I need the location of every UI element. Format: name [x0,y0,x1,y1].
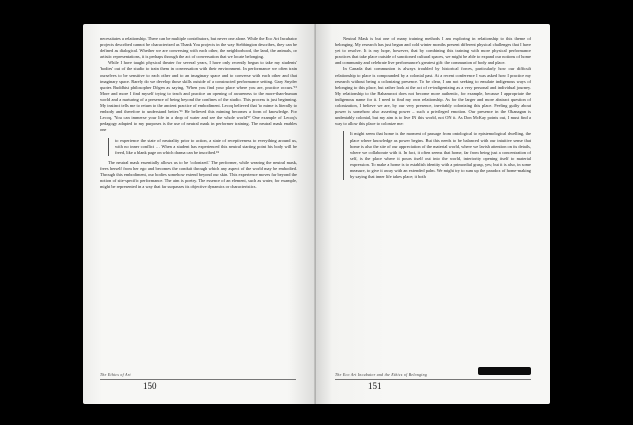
right-running-title: The Eco Art Incubator and the Ethics of Belonging [335,373,428,377]
right-paragraph-2: In Canada that communion is always troubled by historical forces, particularly how our difficult relationship to place is compounded by a colonial past. At a recent conference I was asked how I practice my research without being a colonizing presence. To be clear, I am not seeking to emulate indigenous ways of belonging to this place, but rather look at the act of re-indigenizing as a very personal and individual journey. My relationship to the Bahamroot does not become more authentic, for example, because I appropriate the indigenous name for it. I need to find my own relationship. As for the larger and more abstract question of colonization, I believe we are, by our very presence, inevitably colonizing this place. Feeling guilty about power is somehow also asserting power – such a privileged emotion. Our presence in the Okanagan is undeniably colonial, but my aim is to live IN this world, not ON it. As Don McKay points out, I must find a way to allow this place to colonize me: [335,66,531,127]
left-paragraph-3: The neutral mask essentially allows us to be 'colonized.' The performer, while wearing the neutral mask, frees herself from her ego and becomes the conduit through which any aspect of the world may be embodied. Through this embodiment, our bodies somehow extend beyond our skin. This experience moves far beyond the notion of site-specific performance. The aim is poetry. The essence of an element, such as water, for example, might be represented in a way that far surpasses its objective dynamics or characteristics. [100,159,297,190]
redaction-bar [478,367,531,375]
left-footer-rule [100,379,296,380]
right-page-number: 151 [368,381,382,391]
left-paragraph-1: necessitates a relationship. There can be multiple contributors, but never one alone. While the Eco Art Incubator projects described cannot be characterized as Thank You projects in the way Stebbington describes, they can be defined as dialogical. Whether we are conversing with each other, the neighborhood, the land, the animals, or artistic representations, it is perhaps through the act of conversation that we locate belonging. [100,36,297,60]
right-quote-text: It might seem that home is the moment of passage from ontological to epistemological dwelling, the place where knowledge as power begins. But this needs to be balanced with our intuitive sense that home is also the site of our appreciation of the material world, where we lavish attention on its details, where we collaborate with it. In fact, it often seems that home, far from being just a concentration of self, is the place where it pours itself out into the world, interiority opening itself to material expression. To make a home is to establish identity with a primordial grasp, yes; but it is also, in some measure, to give it away with an extended palm. We might try to sum up the paradox of home-making by saying that inner life takes place; it both [350,131,531,180]
left-page [83,24,316,404]
open-book [83,24,550,404]
left-block-quote [108,138,297,156]
left-quote-text: to experience the state of neutrality prior to action, a state of receptiveness to everything around us, with no inner conflict … When a student has experienced this neutral starting point his body will be freed, like a blank page on which drama can be inscribed.¹⁸ [115,137,297,155]
left-page-body [100,36,297,190]
left-running-title: The Ethics of Art [100,373,131,377]
right-block-quote [343,131,531,180]
right-paragraph-1: Neutral Mask is but one of many training methods I am exploring in relationship to this theme of belonging. My research has just begun and cold winter months present different physical challenges that I have yet to resolve. It is my hope, however, that by combining this training with more physical performance practices that take place outside of sanctioned cultural spaces, we might be able to expand our notions of home and community and celebrate live performance's greatest gift: the communion of body and place. [335,36,531,66]
right-page-body [335,36,531,184]
right-footer-rule [335,379,531,380]
left-page-number: 150 [143,381,157,391]
right-page [316,24,550,404]
left-paragraph-2: While I have taught physical theater for several years, I have only recently begun to take my students' 'bodies' out of the studio to train them in conversation with their environment. In performance we often train ourselves to be sensitive to each other and to an imaginary space and to converse with each other and that imaginary space. Rarely do we develop those skills outside of a constructed performance setting. Gary Snyder quotes Buddhist philosopher Dōgen as saying, 'When you find your place where you are, practice occurs.'¹⁵ More and more I find myself trying to teach and practice an opening of awareness to the more-than-human world and a nurturing of a presence of being beyond the confines of the studio. This process is just beginning. My instinct tells me to return to the ancient practice of embodiment. Lecoq believed that 'to mime is literally to embody and therefore to understand better.'¹⁶ He believed this miming becomes a form of knowledge. For Lecoq, 'You can immerse your life in a drop of water and see the whole world'¹⁷ One example of Lecoq's pedagogy adapted to my purposes is the use of neutral mask in performer training. The neutral mask enables one [100,60,297,133]
